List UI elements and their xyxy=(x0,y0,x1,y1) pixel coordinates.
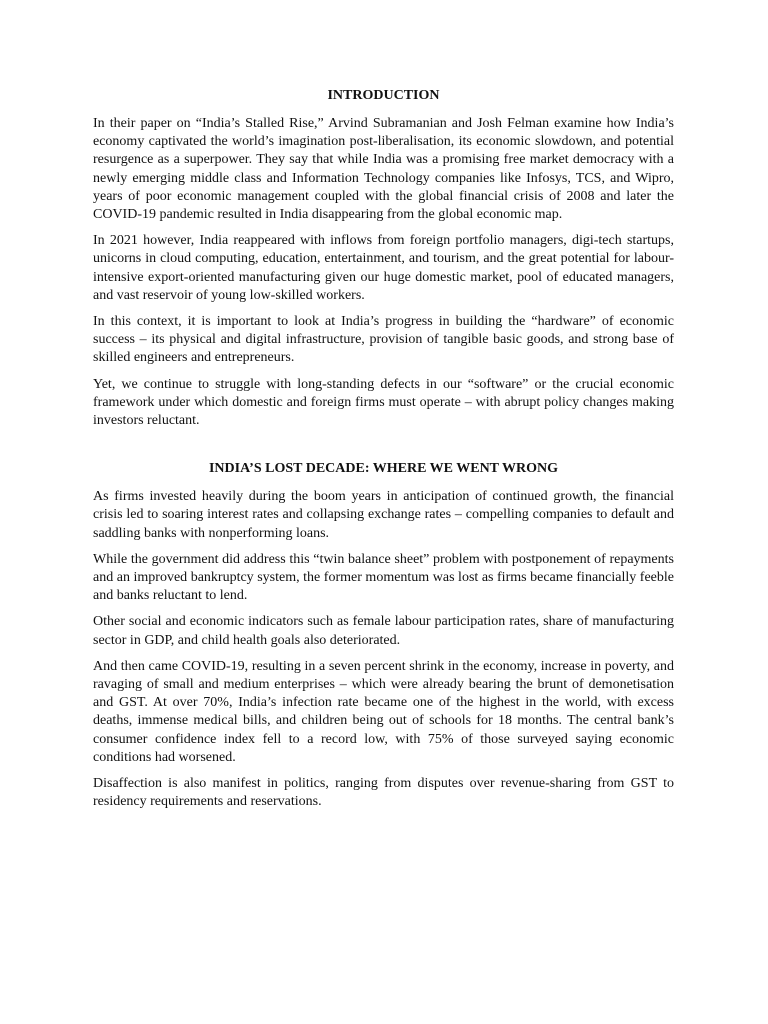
paragraph: In this context, it is important to look at India’s progress in building the “hardware” of economic success – its physical and digital infrastructure, provision of tangible basic goods, and strong base of skilled engineers and entrepreneurs. xyxy=(93,314,674,366)
paragraph: In 2021 however, India reappeared with inflows from foreign portfolio managers, digi-tech startups, unicorns in cloud computing, education, entertainment, and tourism, and the great potential for labour-intensive export-oriented manufacturing given our huge domestic market, pool of educated managers, and vast reservoir of young low-skilled workers. xyxy=(93,233,674,303)
document-page xyxy=(93,86,674,820)
section-heading-lost-decade: INDIA’S LOST DECADE: WHERE WE WENT WRONG xyxy=(208,461,559,477)
paragraph: Yet, we continue to struggle with long-standing defects in our “software” or the crucial economic framework under which domestic and foreign firms must operate – with abrupt policy changes making investors reluctant. xyxy=(93,376,674,429)
paragraph: Other social and economic indicators such as female labour participation rates, share of manufacturing sector in GDP, and child health goals also deteriorated. xyxy=(93,614,674,648)
section-heading-introduction: INTRODUCTION xyxy=(327,88,440,103)
paragraph: In their paper on “India’s Stalled Rise,” Arvind Subramanian and Josh Felman examine how India’s economy captivated the world’s imagination post-liberalisation, its economic slowdown, and potential resurgence as a superpower. They say that while India was a promising free market democracy with a newly emerging middle class and Information Technology companies like Infosys, TCS, and Wipro, years of poor economic management coupled with the global financial crisis of 2008 and later the COVID-19 pandemic resulted in India disappearing from the global economic map. xyxy=(93,116,674,223)
paragraph: Disaffection is also manifest in politics, ranging from disputes over revenue-sharing from GST to residency requirements and reservations. xyxy=(93,776,674,810)
paragraph: And then came COVID-19, resulting in a seven percent shrink in the economy, increase in poverty, and ravaging of small and medium enterprises – which were already bearing the brunt of demonetisation and GST. At over 70%, India’s infection rate became one of the highest in the world, with excess deaths, immense medical bills, and children being out of schools for 18 months. The central bank’s consumer confidence index fell to a record low, with 75% of those surveyed saying economic conditions had worsened. xyxy=(93,658,674,765)
paragraph: As firms invested heavily during the boom years in anticipation of continued growth, the financial crisis led to soaring interest rates and collapsing exchange rates – compelling companies to default and saddling banks with nonperforming loans. xyxy=(93,489,674,541)
paragraph: While the government did address this “twin balance sheet” problem with postponement of repayments and an improved bankruptcy system, the former momentum was lost as firms became financially feeble and banks reluctant to lend. xyxy=(93,551,674,604)
